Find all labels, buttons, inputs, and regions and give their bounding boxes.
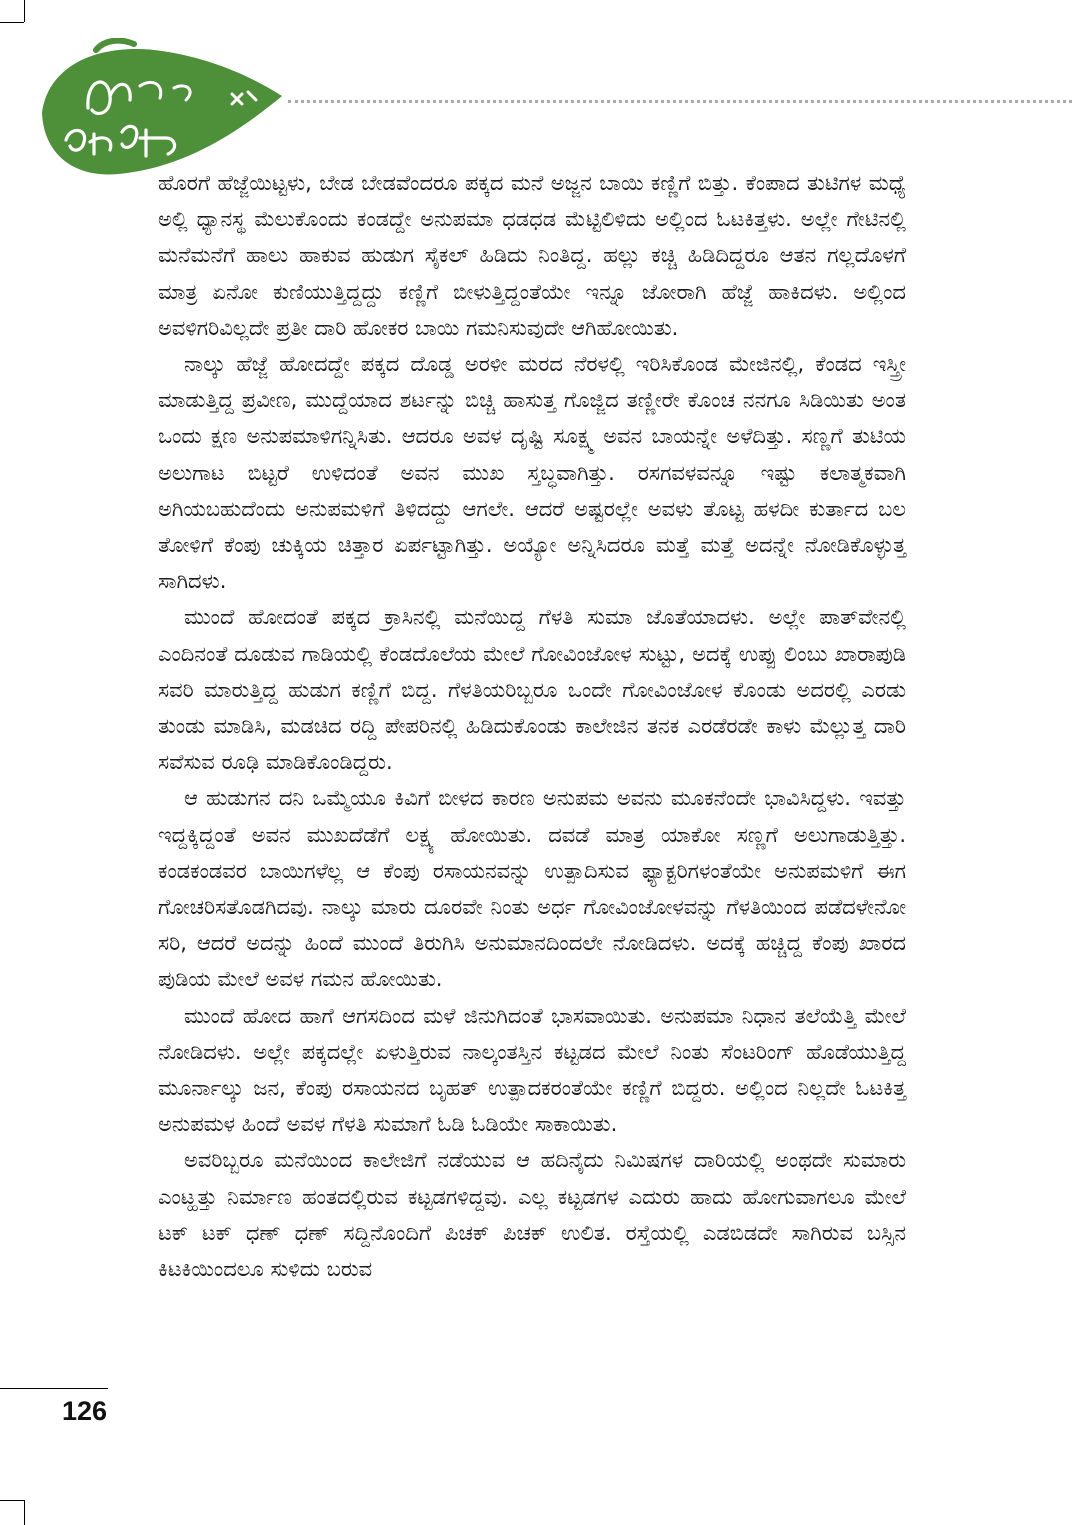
- paragraph: ಮುಂದೆ ಹೋದಂತೆ ಪಕ್ಕದ ಕ್ರಾಸಿನಲ್ಲಿ ಮನೆಯಿದ್ದ ಗೆಳತಿ ಸುಮಾ ಜೊತೆಯಾದಳು. ಅಲ್ಲೇ ಪಾತ್‌ವೇನಲ್ಲಿ ಎಂದಿನಂತೆ ದೂಡುವ ಗಾಡಿಯಲ್ಲಿ ಕೆಂಡದೊಲೆಯ ಮೇಲೆ ಗೋವಿಂಜೋಳ ಸುಟ್ಟು, ಅದಕ್ಕೆ ಉಪ್ಪು ಲಿಂಬು ಖಾರಾಪುಡಿ ಸವರಿ ಮಾರುತ್ತಿದ್ದ ಹುಡುಗ ಕಣ್ಣಿಗೆ ಬಿದ್ದ. ಗೆಳತಿಯರಿಬ್ಬರೂ ಒಂದೇ ಗೋವಿಂಜೋಳ ಕೊಂಡು ಅದರಲ್ಲಿ ಎರಡು ತುಂಡು ಮಾಡಿಸಿ, ಮಡಚಿದ ರದ್ದಿ ಪೇಪರಿನಲ್ಲಿ ಹಿಡಿದುಕೊಂಡು ಕಾಲೇಜಿನ ತನಕ ಎರಡೆರಡೇ ಕಾಳು ಮೆಲ್ಲುತ್ತ ದಾರಿ ಸವೆಸುವ ರೂಢಿ ಮಾಡಿಕೊಂಡಿದ್ದರು.: [158, 605, 906, 775]
- crop-mark: [0, 1500, 24, 1501]
- page-number-rule: [0, 1388, 108, 1389]
- paragraph: ಅವರಿಬ್ಬರೂ ಮನೆಯಿಂದ ಕಾಲೇಜಿಗೆ ನಡೆಯುವ ಆ ಹದಿನೈದು ನಿಮಿಷಗಳ ದಾರಿಯಲ್ಲಿ ಅಂಥದೇ ಸುಮಾರು ಎಂಟ್ಹತ್ತು ನಿರ್ಮಾಣ ಹಂತದಲ್ಲಿರುವ ಕಟ್ಟಡಗಳಿದ್ದವು. ಎಲ್ಲ ಕಟ್ಟಡಗಳ ಎದುರು ಹಾದು ಹೋಗುವಾಗಲೂ ಮೇಲೆ ಟಕ್ ಟಕ್ ಧಣ್ ಧಣ್ ಸದ್ದಿನೊಂದಿಗೆ ಪಿಚಕ್ ಪಿಚಕ್ ಉಲಿತ. ರಸ್ತೆಯಲ್ಲಿ ಎಡಬಿಡದೇ ಸಾಗಿರುವ ಬಸ್ಸಿನ ಕಿಟಕಿಯಿಂದಲೂ ಸುಳಿದು ಬರುವ: [158, 1148, 906, 1282]
- paragraph: ಹೊರಗೆ ಹೆಜ್ಜೆಯಿಟ್ಟಳು, ಬೇಡ ಬೇಡವೆಂದರೂ ಪಕ್ಕದ ಮನೆ ಅಜ್ಜನ ಬಾಯಿ ಕಣ್ಣಿಗೆ ಬಿತ್ತು. ಕೆಂಪಾದ ತುಟಿಗಳ ಮಧ್ಯೆ ಅಲ್ಲಿ ಧ್ಯಾನಸ್ಥ ಮೆಲುಕೊಂದು ಕಂಡದ್ದೇ ಅನುಪಮಾ ಧಡಧಡ ಮೆಟ್ಟಿಲಿಳಿದು ಅಲ್ಲಿಂದ ಓಟಕಿತ್ತಳು. ಅಲ್ಲೇ ಗೇಟಿನಲ್ಲಿ ಮನೆಮನೆಗೆ ಹಾಲು ಹಾಕುವ ಹುಡುಗ ಸೈಕಲ್ ಹಿಡಿದು ನಿಂತಿದ್ದ. ಹಲ್ಲು ಕಚ್ಚಿ ಹಿಡಿದಿದ್ದರೂ ಆತನ ಗಲ್ಲದೊಳಗೆ ಮಾತ್ರ ಏನೋ ಕುಣಿಯುತ್ತಿದ್ದದ್ದು ಕಣ್ಣಿಗೆ ಬೀಳುತ್ತಿದ್ದಂತೆಯೇ ಇನ್ನೂ ಜೋರಾಗಿ ಹೆಜ್ಜೆ ಹಾಕಿದಳು. ಅಲ್ಲಿಂದ ಅವಳಿಗರಿವಿಲ್ಲದೇ ಪ್ರತೀ ದಾರಿ ಹೋಕರ ಬಾಯಿ ಗಮನಿಸುವುದೇ ಆಗಿಹೋಯಿತು.: [158, 171, 906, 340]
- crop-mark: [24, 0, 25, 22]
- leaf-logo: [36, 38, 286, 180]
- paragraph: ನಾಲ್ಕು ಹೆಜ್ಜೆ ಹೋದದ್ದೇ ಪಕ್ಕದ ದೊಡ್ಡ ಅರಳೀ ಮರದ ನೆರಳಲ್ಲಿ ಇರಿಸಿಕೊಂಡ ಮೇಜಿನಲ್ಲಿ, ಕೆಂಡದ ಇಸ್ತ್ರೀ ಮಾಡುತ್ತಿದ್ದ ಪ್ರವೀಣ, ಮುದ್ದೆಯಾದ ಶರ್ಟನ್ನು ಬಿಚ್ಚಿ ಹಾಸುತ್ತ ಗೊಜ್ಜಿದ ತಣ್ಣೀರೇ ಕೊಂಚ ನನಗೂ ಸಿಡಿಯಿತು ಅಂತ ಒಂದು ಕ್ಷಣ ಅನುಪಮಾಳಿಗನ್ನಿಸಿತು. ಆದರೂ ಅವಳ ದೃಷ್ಟಿ ಸೂಕ್ಷ್ಮ ಅವನ ಬಾಯನ್ನೇ ಅಳೆದಿತ್ತು. ಸಣ್ಣಗೆ ತುಟಿಯ ಅಲುಗಾಟ ಬಿಟ್ಟರೆ ಉಳಿದಂತೆ ಅವನ ಮುಖ ಸ್ತಬ್ಧವಾಗಿತ್ತು. ರಸಗವಳವನ್ನೂ ಇಷ್ಟು ಕಲಾತ್ಮಕವಾಗಿ ಅಗಿಯಬಹುದೆಂದು ಅನುಪಮಳಿಗೆ ತಿಳಿದದ್ದು ಆಗಲೇ. ಆದರೆ ಅಷ್ಟರಲ್ಲೇ ಅವಳು ತೊಟ್ಟ ಹಳದೀ ಕುರ್ತಾದ ಬಲ ತೋಳಿಗೆ ಕೆಂಪು ಚುಕ್ಕಿಯ ಚಿತ್ತಾರ ಏರ್ಪಟ್ಟಾಗಿತ್ತು. ಅಯ್ಯೋ ಅನ್ನಿಸಿದರೂ ಮತ್ತೆ ಮತ್ತೆ ಅದನ್ನೇ ನೋಡಿಕೊಳ್ಳುತ್ತ ಸಾಗಿದಳು.: [158, 352, 906, 594]
- crop-mark: [0, 22, 24, 23]
- page-number: 126: [62, 1396, 108, 1426]
- paragraph: ಮುಂದೆ ಹೋದ ಹಾಗೆ ಆಗಸದಿಂದ ಮಳೆ ಜಿನುಗಿದಂತೆ ಭಾಸವಾಯಿತು. ಅನುಪಮಾ ನಿಧಾನ ತಲೆಯೆತ್ತಿ ಮೇಲೆ ನೋಡಿದಳು. ಅಲ್ಲೇ ಪಕ್ಕದಲ್ಲೇ ಏಳುತ್ತಿರುವ ನಾಲ್ಕಂತಸ್ತಿನ ಕಟ್ಟಡದ ಮೇಲೆ ನಿಂತು ಸೆಂಟರಿಂಗ್ ಹೊಡೆಯುತ್ತಿದ್ದ ಮೂರ್ನಾಲ್ಕು ಜನ, ಕೆಂಪು ರಸಾಯನದ ಬೃಹತ್ ಉತ್ಪಾದಕರಂತೆಯೇ ಕಣ್ಣಿಗೆ ಬಿದ್ದರು. ಅಲ್ಲಿಂದ ನಿಲ್ಲದೇ ಓಟಕಿತ್ತ ಅನುಪಮಳ ಹಿಂದೆ ಅವಳ ಗೆಳತಿ ಸುಮಾಗೆ ಓಡಿ ಓಡಿಯೇ ಸಾಕಾಯಿತು.: [158, 1003, 906, 1137]
- header-dotted-rule: [288, 100, 1072, 103]
- leaf-shape: [42, 49, 282, 174]
- crop-mark: [24, 1500, 25, 1525]
- article-body: [158, 165, 906, 1287]
- paragraph: ಆ ಹುಡುಗನ ದನಿ ಒಮ್ಮೆಯೂ ಕಿವಿಗೆ ಬೀಳದ ಕಾರಣ ಅನುಪಮ ಅವನು ಮೂಕನೆಂದೇ ಭಾವಿಸಿದ್ದಳು. ಇವತ್ತು ಇದ್ದಕ್ಕಿದ್ದಂತೆ ಅವನ ಮುಖದೆಡೆಗೆ ಲಕ್ಷ್ಯ ಹೋಯಿತು. ದವಡೆ ಮಾತ್ರ ಯಾಕೋ ಸಣ್ಣಗೆ ಅಲುಗಾಡುತ್ತಿತ್ತು. ಕಂಡಕಂಡವರ ಬಾಯಿಗಳೆಲ್ಲ ಆ ಕೆಂಪು ರಸಾಯನವನ್ನು ಉತ್ಪಾದಿಸುವ ಫ್ಯಾಕ್ಟರಿಗಳಂತೆಯೇ ಅನುಪಮಳಿಗೆ ಈಗ ಗೋಚರಿಸತೊಡಗಿದವು. ನಾಲ್ಕು ಮಾರು ದೂರವೇ ನಿಂತು ಅರ್ಧ ಗೋವಿಂಜೋಳವನ್ನು ಗೆಳತಿಯಿಂದ ಪಡೆದಳೇನೋ ಸರಿ, ಆದರೆ ಅದನ್ನು ಹಿಂದೆ ಮುಂದೆ ತಿರುಗಿಸಿ ಅನುಮಾನದಿಂದಲೇ ನೋಡಿದಳು. ಅದಕ್ಕೆ ಹಚ್ಚಿದ್ದ ಕೆಂಪು ಖಾರದ ಪುಡಿಯ ಮೇಲೆ ಅವಳ ಗಮನ ಹೋಯಿತು.: [158, 786, 906, 992]
